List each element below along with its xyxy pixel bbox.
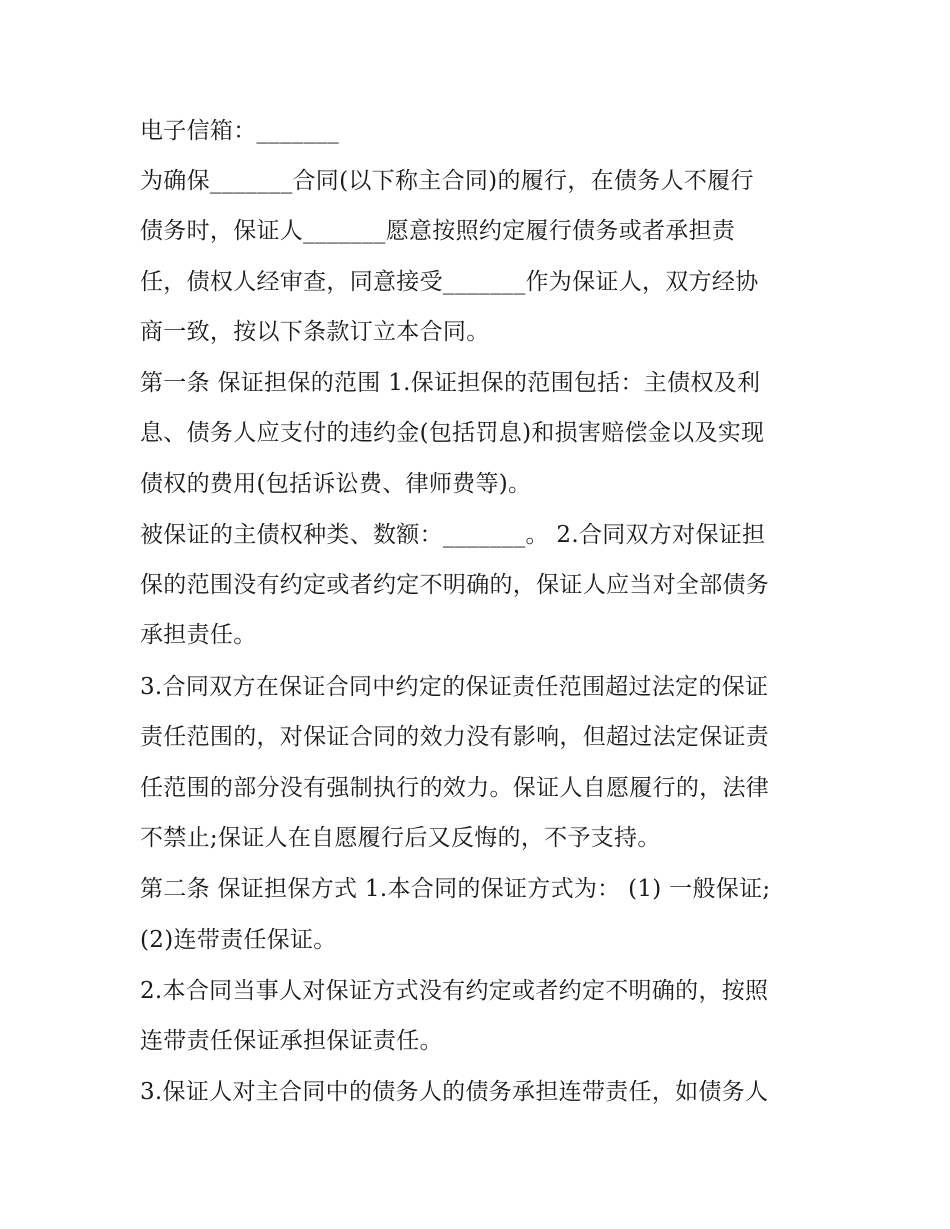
text-line: 保的范围没有约定或者约定不明确的，保证人应当对全部债务 bbox=[140, 572, 770, 598]
text-line: 任，债权人经审查，同意接受_______作为保证人，双方经协 bbox=[140, 269, 759, 295]
text-line: 第二条 保证担保方式 1.本合同的保证方式为： (1) 一般保证; bbox=[140, 876, 771, 902]
text-line: 2.本合同当事人对保证方式没有约定或者约定不明确的，按照 bbox=[140, 978, 769, 1004]
text-line: 3.保证人对主合同中的债务人的债务承担连带责任，如债务人 bbox=[140, 1079, 769, 1105]
text-line: 债权的费用(包括诉讼费、律师费等)。 bbox=[140, 471, 532, 497]
text-line: 责任范围的，对保证合同的效力没有影响，但超过法定保证责 bbox=[140, 724, 770, 750]
text-line: 被保证的主债权种类、数额：_______。 2.合同双方对保证担 bbox=[140, 522, 766, 548]
text-line: (2)连带责任保证。 bbox=[140, 927, 337, 953]
text-line: 承担责任。 bbox=[140, 622, 257, 648]
text-line: 连带责任保证承担保证责任。 bbox=[140, 1028, 443, 1054]
text-line: 第一条 保证担保的范围 1.保证担保的范围包括：主债权及利 bbox=[140, 370, 761, 396]
text-line: 3.合同双方在保证合同中约定的保证责任范围超过法定的保证 bbox=[140, 674, 769, 700]
text-line: 债务时，保证人_______愿意按照约定履行债务或者承担责 bbox=[140, 218, 736, 244]
text-line: 不禁止;保证人在自愿履行后又反悔的，不予支持。 bbox=[140, 825, 661, 851]
text-line: 息、债务人应支付的违约金(包括罚息)和损害赔偿金以及实现 bbox=[140, 420, 765, 446]
text-line: 任范围的部分没有强制执行的效力。保证人自愿履行的，法律 bbox=[140, 775, 770, 801]
text-line: 商一致，按以下条款订立本合同。 bbox=[140, 319, 490, 345]
text-line: 电子信箱：_______ bbox=[140, 118, 340, 144]
text-line: 为确保_______合同(以下称主合同)的履行，在债务人不履行 bbox=[140, 168, 754, 194]
